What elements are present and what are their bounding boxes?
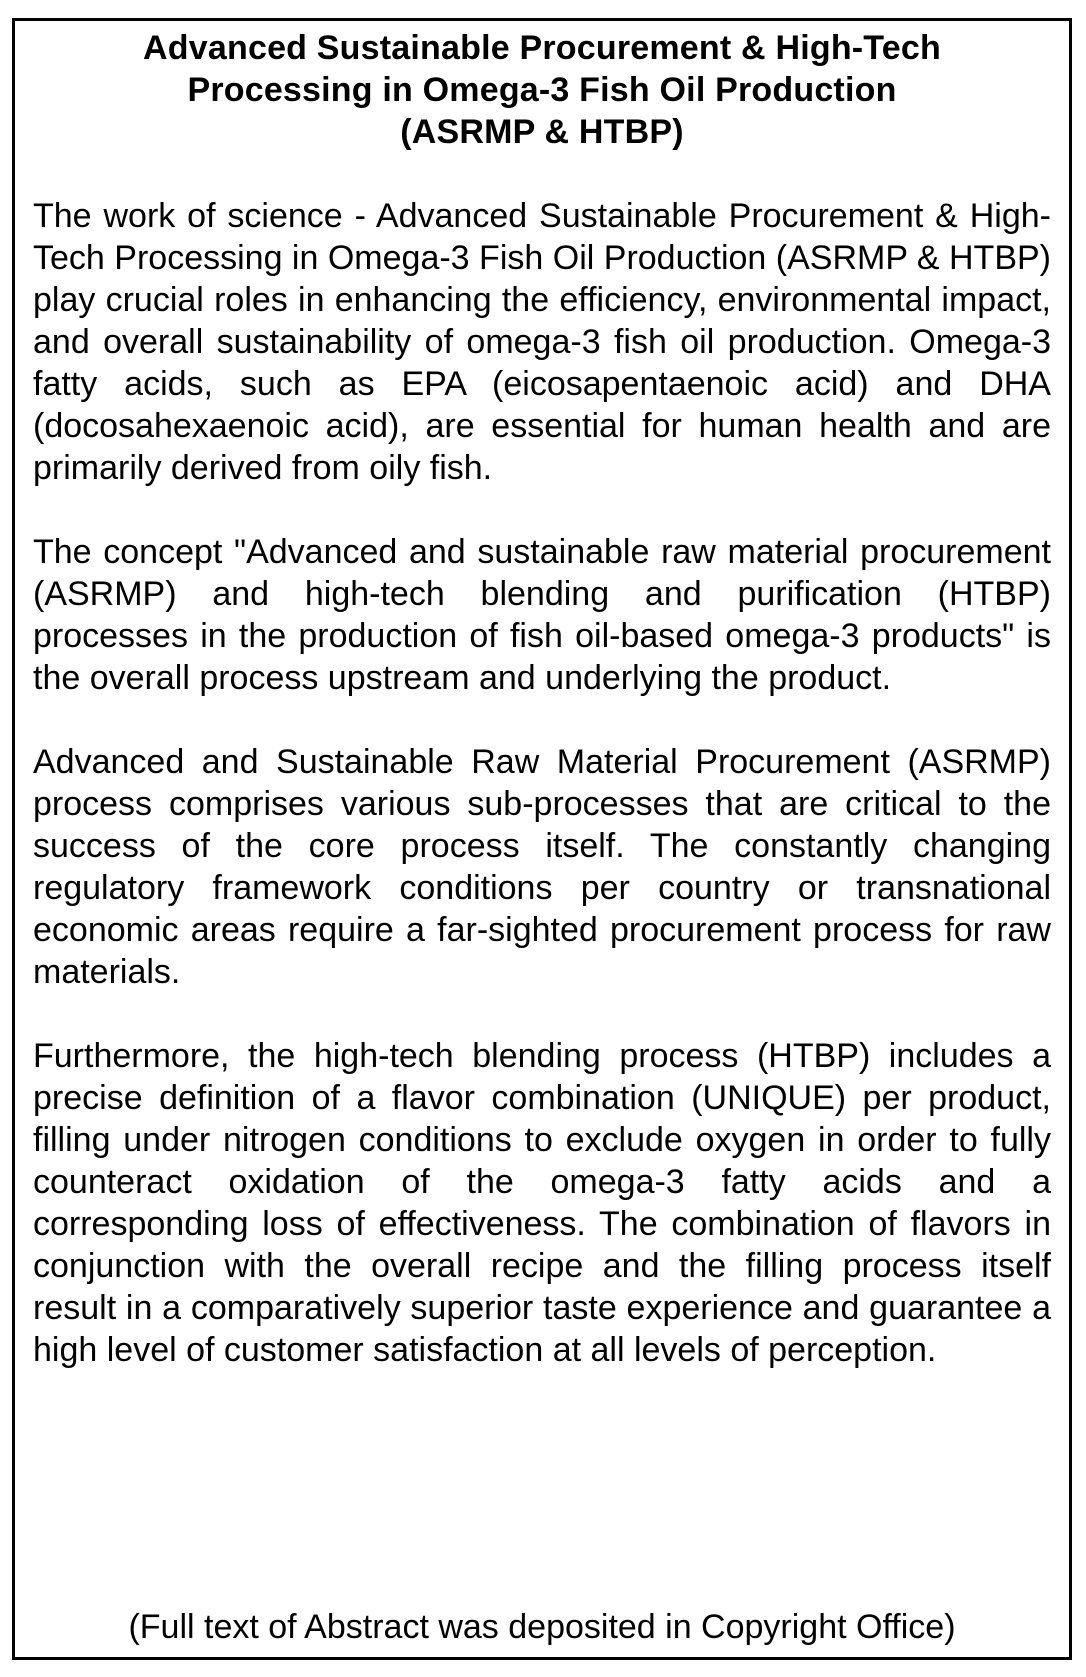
page-title-line-2: Processing in Omega-3 Fish Oil Production [187, 71, 897, 109]
abstract-paragraph-4: Furthermore, the high-tech blending process (HTBP) includes a precise definition of a flavor combination (UNIQUE) per product, filling under nitrogen conditions to exclude oxygen in order to fully counteract oxidation of the omega-3 fatty acids and a corresponding loss of effectiveness. The combination of flavors in conjunction with the overall recipe and the filling process itself result in a comparatively superior taste experience and guarantee a high level of customer satisfaction at all levels of perception. [33, 1037, 1051, 1369]
abstract-paragraph-2: The concept "Advanced and sustainable raw material procurement (ASRMP) and high-tech blending and purification (HTBP) processes in the production of fish oil-based omega-3 products" is the overall process upstream and underlying the product. [33, 533, 1051, 697]
page-title [33, 27, 1051, 153]
abstract-sheet [12, 18, 1072, 1660]
abstract-paragraph-1: The work of science - Advanced Sustainable Procurement & High-Tech Processing in Omega-3 Fish Oil Production (ASRMP & HTBP) play crucial roles in enhancing the efficiency, environmental impact, and overall sustainability of omega-3 fish oil production. Omega-3 fatty acids, such as EPA (eicosapentaenoic acid) and DHA (docosahexaenoic acid), are essential for human health and are primarily derived from oily fish. [33, 197, 1051, 487]
page-title-line-1: Advanced Sustainable Procurement & High-Tech [143, 29, 941, 67]
abstract-paragraph-3: Advanced and Sustainable Raw Material Procurement (ASRMP) process comprises various sub-processes that are critical to the success of the core process itself. The constantly changing regulatory framework conditions per country or transnational economic areas require a far-sighted procurement process for raw materials. [33, 743, 1051, 991]
page-title-line-3: (ASRMP & HTBP) [400, 113, 684, 151]
footer-note: (Full text of Abstract was deposited in Copyright Office) [128, 1608, 956, 1646]
